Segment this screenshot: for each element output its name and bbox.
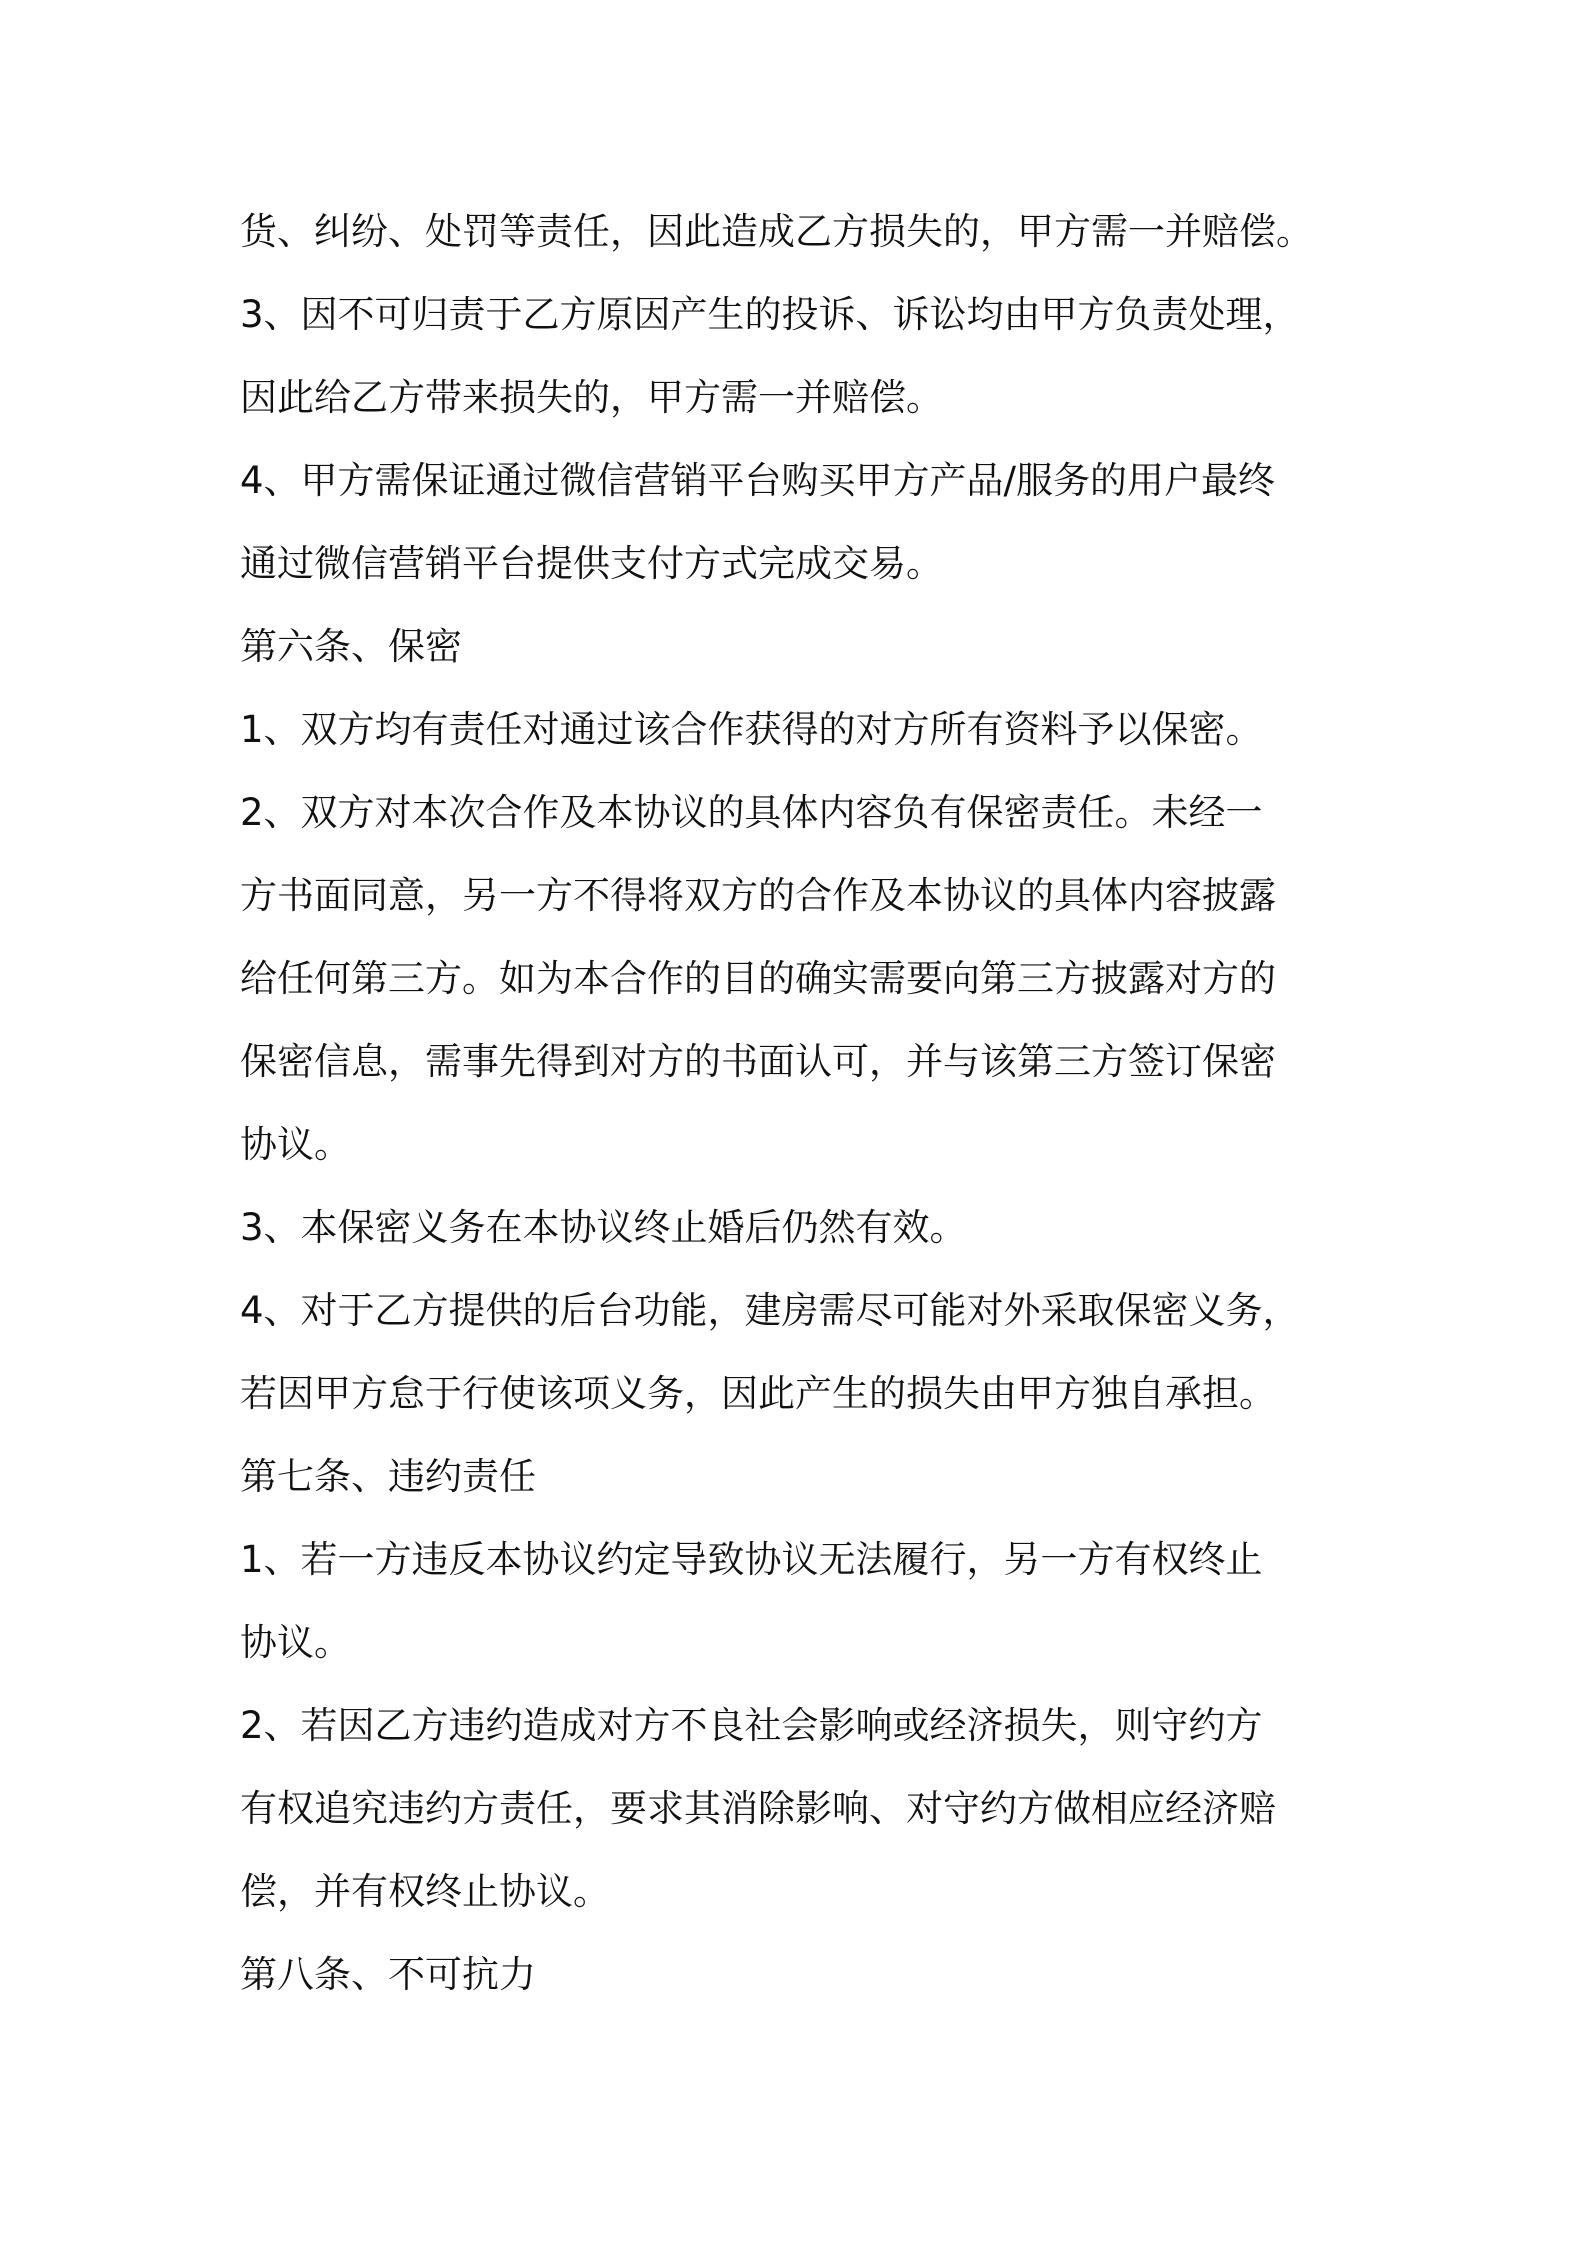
document-body: [240, 190, 1390, 2016]
paragraph-line: 偿，并有权终止协议。: [240, 1870, 610, 1913]
paragraph-line: 4、甲方需保证通过微信营销平台购买甲方产品/服务的用户最终: [240, 459, 1276, 502]
paragraph-line: 货、纠纷、处罚等责任，因此造成乙方损失的，甲方需一并赔偿。: [240, 210, 1313, 253]
paragraph-line: 有权追究违约方责任，要求其消除影响、对守约方做相应经济赔: [240, 1787, 1276, 1830]
section-heading-force-majeure: 第八条、不可抗力: [240, 1953, 536, 1996]
paragraph-line: 协议。: [240, 1621, 351, 1664]
paragraph-line: 3、本保密义务在本协议终止婚后仍然有效。: [240, 1206, 967, 1249]
paragraph-line: 2、双方对本次合作及本协议的具体内容负有保密责任。未经一: [240, 791, 1263, 834]
paragraph-line: 1、若一方违反本协议约定导致协议无法履行，另一方有权终止: [240, 1538, 1263, 1581]
paragraph-line: 若因甲方怠于行使该项义务，因此产生的损失由甲方独自承担。: [240, 1372, 1276, 1415]
paragraph-line: 保密信息，需事先得到对方的书面认可，并与该第三方签订保密: [240, 1040, 1276, 1083]
section-heading-breach-liability: 第七条、违约责任: [240, 1455, 536, 1498]
section-heading-confidentiality: 第六条、保密: [240, 625, 462, 668]
paragraph-line: 因此给乙方带来损失的，甲方需一并赔偿。: [240, 376, 943, 419]
paragraph-line: 给任何第三方。如为本合作的目的确实需要向第三方披露对方的: [240, 957, 1276, 1000]
paragraph-line: 2、若因乙方违约造成对方不良社会影响或经济损失，则守约方: [240, 1704, 1263, 1747]
paragraph-line: 方书面同意，另一方不得将双方的合作及本协议的具体内容披露: [240, 874, 1276, 917]
paragraph-line: 1、双方均有责任对通过该合作获得的对方所有资料予以保密。: [240, 708, 1263, 751]
paragraph-line: 4、对于乙方提供的后台功能，建房需尽可能对外采取保密义务，: [240, 1289, 1300, 1332]
paragraph-line: 协议。: [240, 1123, 351, 1166]
paragraph-line: 通过微信营销平台提供支付方式完成交易。: [240, 542, 943, 585]
paragraph-line: 3、因不可归责于乙方原因产生的投诉、诉讼均由甲方负责处理，: [240, 293, 1300, 336]
